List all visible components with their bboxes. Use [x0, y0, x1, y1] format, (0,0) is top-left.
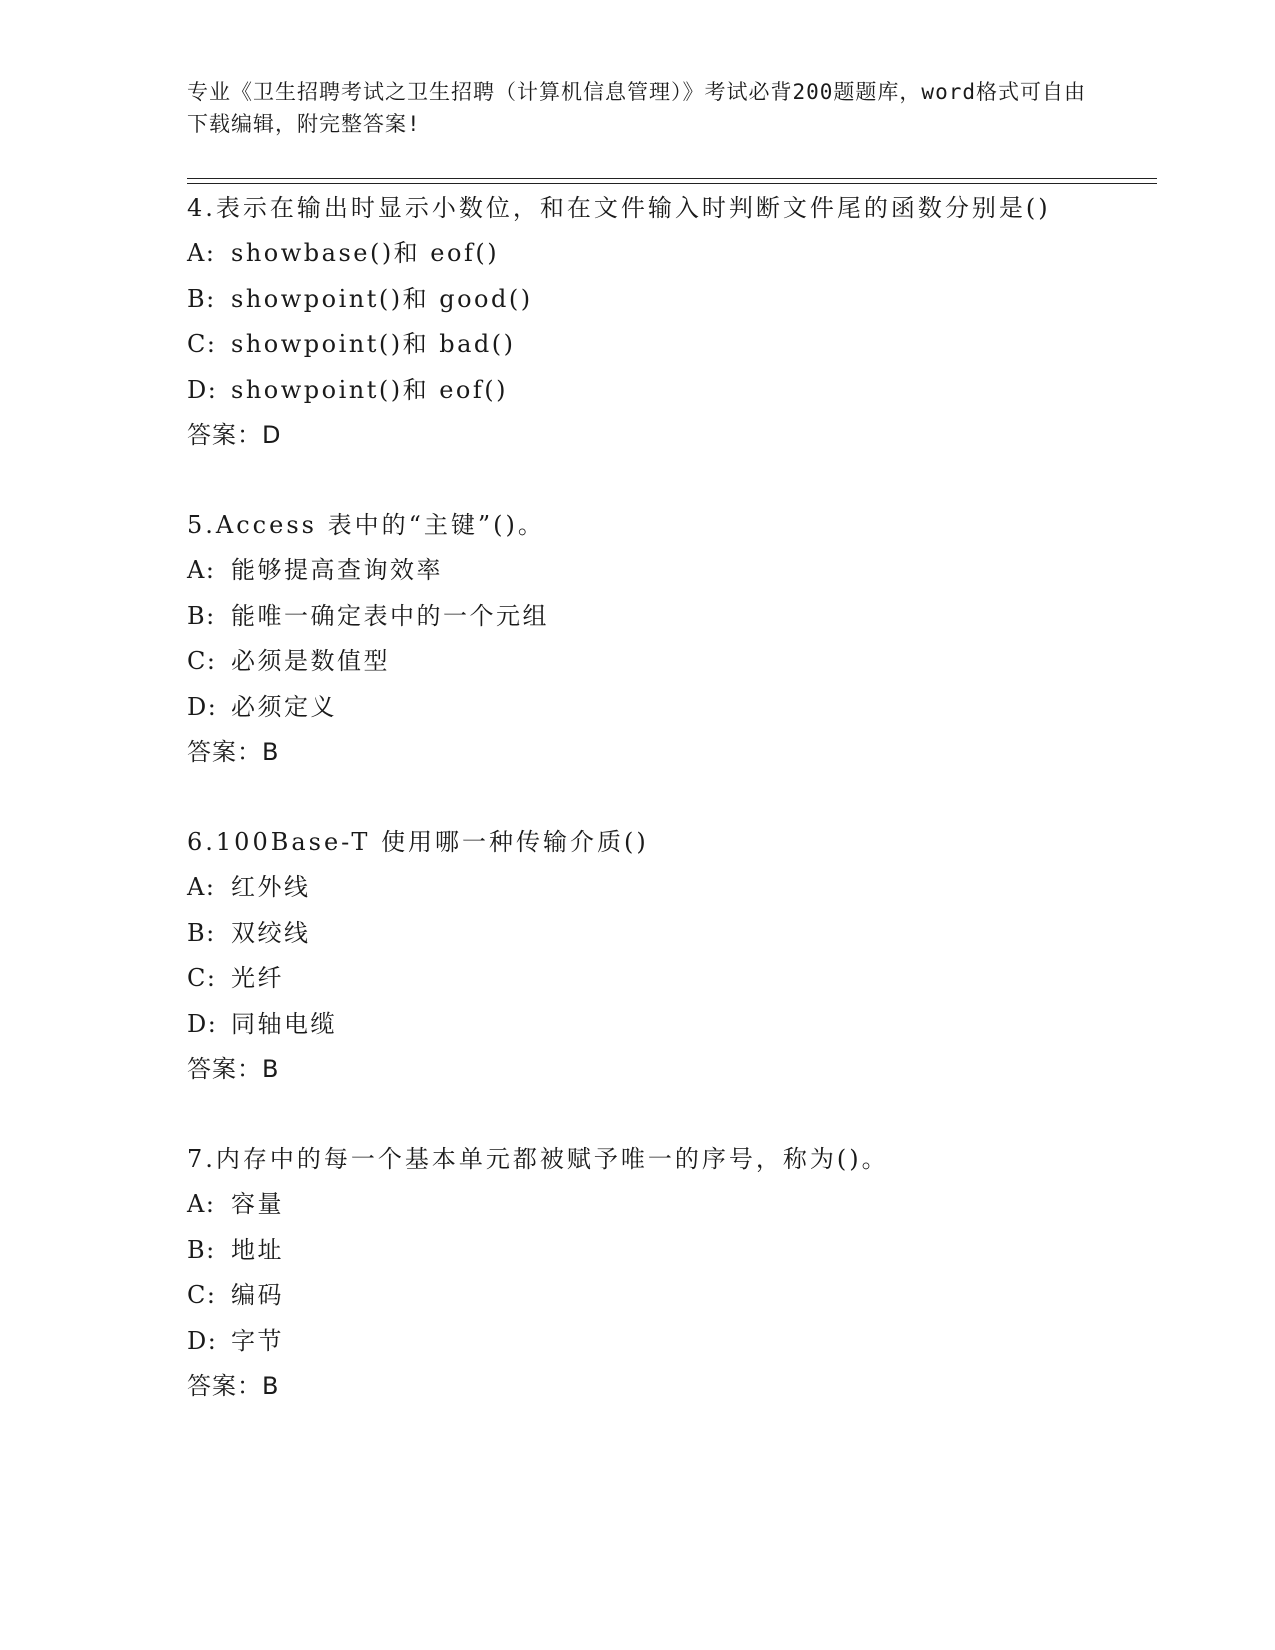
- option-key: B:: [187, 601, 216, 630]
- option-a: [187, 865, 1157, 911]
- answer-line: 答案：B: [187, 1372, 280, 1400]
- option-text: showbase()和 eof(): [231, 239, 500, 267]
- answer-line: 答案：B: [187, 1055, 280, 1083]
- option-key: A:: [187, 1190, 216, 1218]
- option-text: 地址: [231, 1235, 284, 1264]
- option-c: [187, 639, 1157, 685]
- option-b: [187, 1228, 1157, 1274]
- option-d: [187, 368, 1157, 414]
- option-key: D:: [187, 1009, 218, 1038]
- option-a: [187, 548, 1157, 594]
- question-stem: 5.Access 表中的“主键”()。: [187, 511, 545, 539]
- answer-line: 答案：D: [187, 421, 282, 449]
- option-key: C:: [187, 964, 217, 992]
- option-key: A:: [187, 556, 216, 584]
- option-d: [187, 1002, 1157, 1048]
- option-text: 光纤: [231, 964, 284, 992]
- option-key: D:: [187, 375, 218, 404]
- option-c: [187, 322, 1157, 368]
- document-header: 专业《卫生招聘考试之卫生招聘（计算机信息管理）》考试必背200题题库，word格式可自由下载编辑，附完整答案!: [187, 80, 1086, 136]
- option-key: C:: [187, 1281, 217, 1309]
- answer-line: 答案：B: [187, 738, 280, 766]
- option-c: [187, 1273, 1157, 1319]
- option-text: showpoint()和 eof(): [231, 375, 508, 404]
- option-c: [187, 956, 1157, 1002]
- option-key: B:: [187, 1235, 216, 1264]
- option-text: 必须是数值型: [231, 647, 390, 675]
- question-stem: 6.100Base-T 使用哪一种传输介质(): [187, 828, 649, 856]
- option-key: D:: [187, 1326, 218, 1355]
- option-d: [187, 685, 1157, 731]
- question-list: [187, 186, 1157, 1454]
- option-text: 能唯一确定表中的一个元组: [231, 601, 549, 630]
- question-4: [187, 186, 1157, 458]
- option-key: A:: [187, 873, 216, 901]
- option-text: 必须定义: [231, 692, 337, 721]
- option-text: 字节: [231, 1326, 284, 1355]
- option-key: D:: [187, 692, 218, 721]
- option-d: [187, 1319, 1157, 1365]
- question-6: [187, 820, 1157, 1092]
- option-a: [187, 1182, 1157, 1228]
- option-b: [187, 277, 1157, 323]
- option-text: showpoint()和 bad(): [231, 330, 516, 358]
- question-stem: 4.表示在输出时显示小数位，和在文件输入时判断文件尾的函数分别是(): [187, 194, 1051, 222]
- header-divider: [187, 178, 1157, 184]
- question-stem: 7.内存中的每一个基本单元都被赋予唯一的序号，称为()。: [187, 1145, 889, 1173]
- option-text: 双绞线: [231, 918, 311, 947]
- option-key: C:: [187, 330, 217, 358]
- option-text: showpoint()和 good(): [231, 284, 533, 313]
- option-key: A:: [187, 239, 216, 267]
- option-text: 编码: [231, 1281, 284, 1309]
- option-b: [187, 594, 1157, 640]
- option-key: C:: [187, 647, 217, 675]
- document-page: [187, 76, 1157, 1400]
- option-text: 同轴电缆: [231, 1009, 337, 1038]
- option-a: [187, 231, 1157, 277]
- option-b: [187, 911, 1157, 957]
- option-text: 能够提高查询效率: [231, 556, 443, 584]
- option-key: B:: [187, 918, 216, 947]
- option-text: 容量: [231, 1190, 284, 1218]
- option-text: 红外线: [231, 873, 311, 901]
- question-5: [187, 503, 1157, 775]
- question-7: [187, 1137, 1157, 1409]
- option-key: B:: [187, 284, 216, 313]
